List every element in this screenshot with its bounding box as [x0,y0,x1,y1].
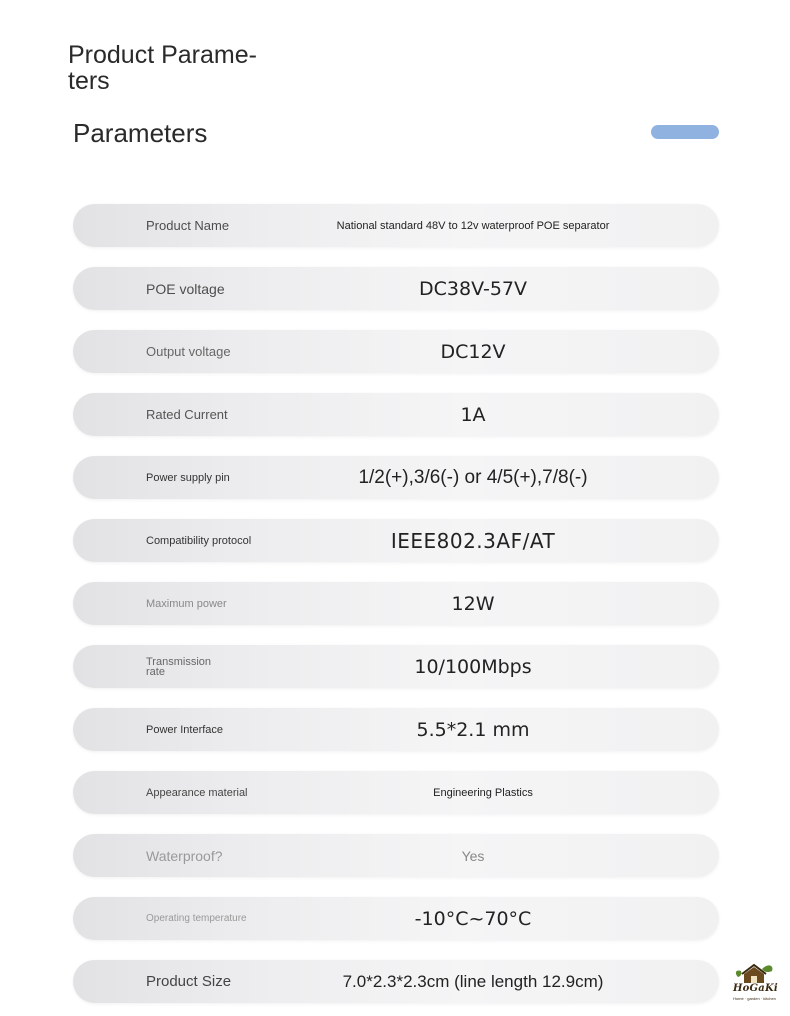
row-label: Transmission rate [146,655,211,678]
row-label: Operating temperature [146,913,247,924]
row-value: DC38V-57V [419,277,527,300]
row-label: Output voltage [146,344,231,359]
row-value: Engineering Plastics [433,786,533,799]
section-title: Parameters [73,118,208,148]
row-label: Rated Current [146,407,228,422]
table-row-maximum-power [73,582,719,625]
table-row-rated-current [73,393,719,436]
table-row-product-name [73,204,719,247]
row-label: Maximum power [146,597,227,610]
row-label: POE voltage [146,280,225,297]
house-leaf-icon [730,963,790,985]
row-value: DC12V [440,340,506,363]
table-row-output-voltage [73,330,719,373]
row-label: Product Size [146,973,232,990]
page-heading: Product Parame- ters [68,41,257,95]
table-row-compatibility-protocol [73,519,719,562]
row-value: 1/2(+),3/6(-) or 4/5(+),7/8(-) [358,466,588,488]
row-value: IEEE802.3AF/AT [390,528,556,553]
row-value: 10/100Mbps [414,655,532,678]
row-label: Compatibility protocol [146,534,252,547]
row-label: Product Name [146,218,230,233]
table-row-power-interface [73,708,719,751]
accent-pill [651,125,719,139]
table-row-operating-temperature [73,897,719,940]
table-row-power-supply-pin [73,456,719,499]
row-value: Yes [461,847,485,864]
row-value: 12W [451,592,495,615]
logo-wordmark: HoGaKi [733,983,778,994]
row-value: -10°C~70°C [414,907,532,930]
table-row-waterproof [73,834,719,877]
table-row-product-size [73,960,719,1003]
row-label: Waterproof? [146,847,223,864]
table-row-poe-voltage [73,267,719,310]
row-label: Power Interface [146,723,224,736]
row-value: 7.0*2.3*2.3cm (line length 12.9cm) [342,971,604,991]
logo-tagline: Home · garden · kitchen [733,996,776,1001]
table-row-transmission-rate [73,645,719,688]
row-value: National standard 48V to 12v waterproof POE separator [336,219,610,232]
row-value: 5.5*2.1 mm [416,718,530,741]
row-value: 1A [460,403,486,426]
brand-logo [730,963,790,1003]
row-label: Appearance material [146,786,248,799]
table-row-appearance-material [73,771,719,814]
row-label: Power supply pin [146,471,230,484]
